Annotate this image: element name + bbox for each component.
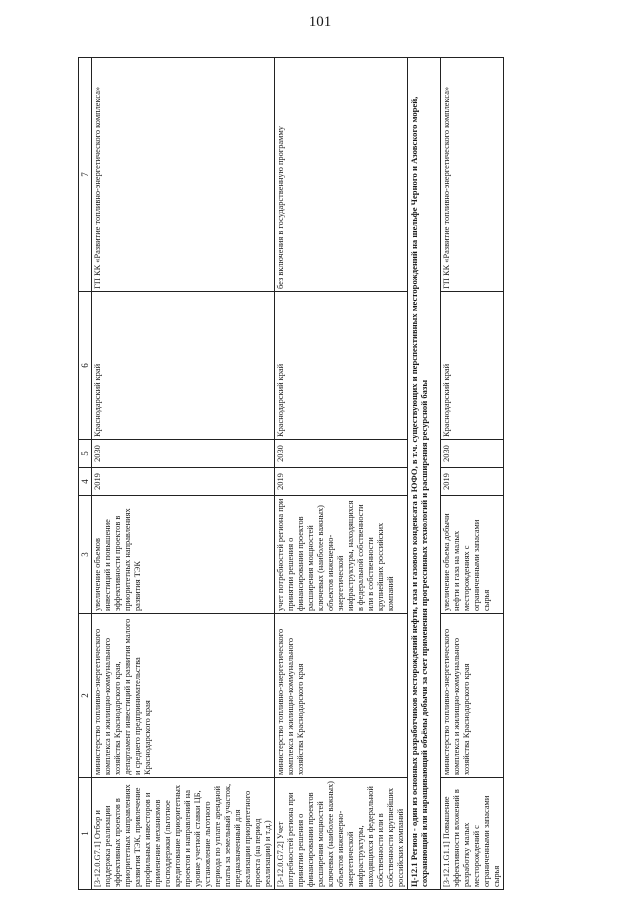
territory-cell: Краснодарский край [275,292,408,440]
table-row [92,58,275,890]
responsible-cell: министерство топливно-энергетического комплекса и жилищно-коммунального хозяйства Краснодарского края, департамент инвестиций и развития малого и среднего предпринимательства Краснодарского края [92,614,275,778]
responsible-cell: министерство топливно-энергетического комплекса и жилищно-коммунального хозяйства Краснодарского края [275,614,408,778]
result-cell: увеличение объемов инвестиций и повышение эффективности проектов в приоритетных направлениях развития ТЭК [92,496,275,614]
header-row [79,58,92,890]
activities-table [78,57,504,890]
section-row [408,58,441,890]
page-number: 101 [308,14,332,30]
result-cell: увеличение объема добычи нефти и газа на малых месторождениях с ограниченными запасами сырья [441,496,504,614]
program-cell: ГП КК «Развитие топливно-энергетического комплекса» [92,58,275,292]
program-cell: ГП КК «Развитие топливно-энергетического комплекса» [441,58,504,292]
section-heading: Ц-12.1 Регион - один из основных разработчиков месторождений нефти, газа и газового конденсата в ЮФО, в т.ч. существующих и перспективных месторождений на шельфе Черного и Азовского морей, сохраняющий или наращивающий объёмы добычи за счет применения прогрессивных технологий и расширения ресурсной базы [408,58,441,890]
start-year-cell: 2019 [441,468,504,496]
header-cell-3: 3 [79,496,92,614]
table-row [275,58,408,890]
result-cell: учет потребностей региона при принятии решения о финансировании проектов расширения мощностей ключевых (наиболее важных) объектов инженерно-энергетической инфраструктуры, находящихся в федеральной собственности или в собственности крупнейших российских компаний [275,496,408,614]
activity-cell: [3-12.0.G7.2] Учет потребностей региона при принятии решения о финансировании проектов расширения мощностей ключевых (наиболее важных) объектов инженерно-энергетической инфраструктуры, находящихся в федеральной собственности или в собственности крупнейших российских компаний [275,778,408,890]
end-year-cell: 2030 [275,440,408,468]
start-year-cell: 2019 [92,468,275,496]
header-cell-2: 2 [79,614,92,778]
header-cell-4: 4 [79,468,92,496]
start-year-cell: 2019 [275,468,408,496]
rotated-table-container [78,58,542,890]
header-cell-7: 7 [79,58,92,292]
table-row [441,58,504,890]
header-cell-1: 1 [79,778,92,890]
territory-cell: Краснодарский край [92,292,275,440]
end-year-cell: 2030 [92,440,275,468]
activity-cell: [3-12.1.G1.1] Повышение эффективности вложений в разработку малых месторождений с ограниченными запасами сырья [441,778,504,890]
end-year-cell: 2030 [441,440,504,468]
program-cell: без включения в государственную программу [275,58,408,292]
header-cell-6: 6 [79,292,92,440]
responsible-cell: министерство топливно-энергетического комплекса и жилищно-коммунального хозяйства Краснодарского края [441,614,504,778]
header-cell-5: 5 [79,440,92,468]
territory-cell: Краснодарский край [441,292,504,440]
activity-cell: [3-12.0.G7.1] Отбор и поддержка реализации эффективных проектов в приоритетных направлениях развития ТЭК, привлечение профильных инвесторов и применение механизмов господдержки (льготное кредитование приоритетных проектов и направлений на уровне учетной ставки ЦБ, установление льготного периода по уплате арендной платы за земельный участок, предназначенный для реализации приоритетного проекта (на период реализации) и т.д.) [92,778,275,890]
